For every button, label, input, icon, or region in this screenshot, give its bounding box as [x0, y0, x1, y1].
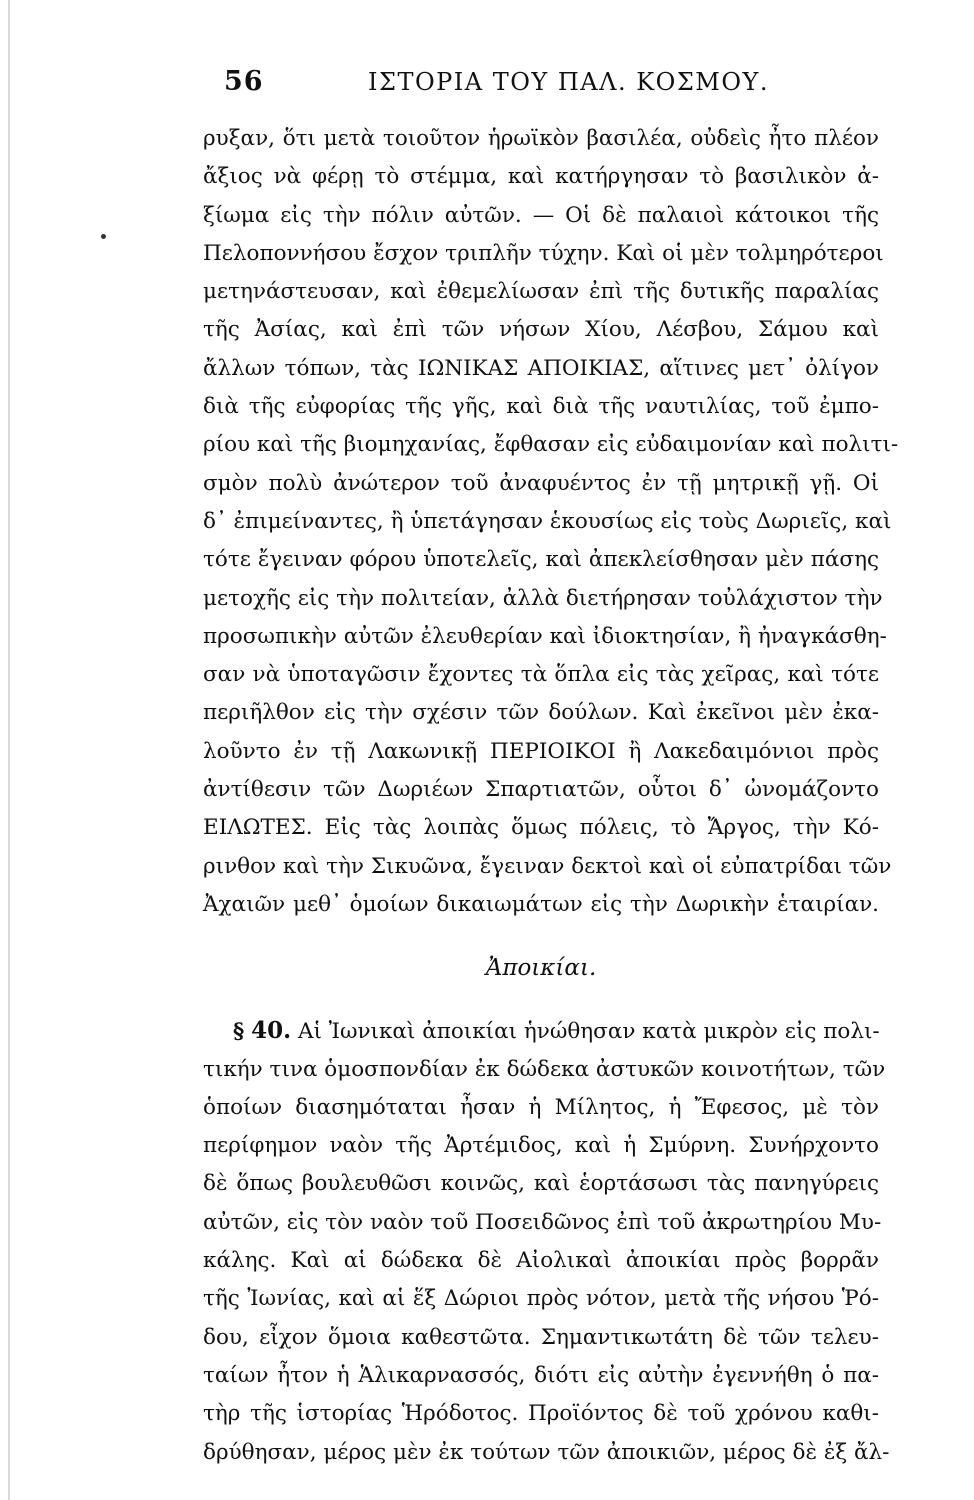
text-line: κάλης. Καὶ αἱ δώδεκα δὲ Αἰολικαὶ ἀποικίαι πρὸς βορρᾶν [203, 1248, 879, 1274]
section-sign: § [233, 1019, 245, 1045]
page-header [224, 66, 914, 110]
text-line: δ᾽ ἐπιμείναντες, ἢ ὑπετάγησαν ἑκουσίως εἰς τοὺς Δωριεῖς, καὶ [203, 508, 892, 534]
text-line: δου, εἶχον ὅμοια καθεστῶτα. Σημαντικωτάτη δὲ τῶν τελευ- [203, 1324, 879, 1350]
body-text [203, 120, 899, 1472]
text-line: ΕΙΛΩΤΕΣ. Εἰς τὰς λοιπὰς ὅμως πόλεις, τὸ Ἄργος, τὴν Κό- [203, 815, 879, 841]
text-line: αὐτῶν, εἰς τὸν ναὸν τοῦ Ποσειδῶνος ἐπὶ τοῦ ἀκρωτηρίου Μυ- [203, 1209, 882, 1235]
text-line: ρινθον καὶ τὴν Σικυῶνα, ἔγειναν δεκτοὶ καὶ οἱ εὐπατρίδαι τῶν [203, 853, 892, 879]
text-line: τὴρ τῆς ἱστορίας Ἡρόδοτος. Προϊόντος δὲ τοῦ χρόνου καθι- [203, 1401, 879, 1427]
paragraph-1 [203, 120, 899, 924]
text-line: μετοχῆς εἰς τὴν πολιτείαν, ἀλλὰ διετήρησαν τοὐλάχιστον τὴν [203, 585, 883, 611]
text-line: Πελοποννήσου ἔσχον τριπλῆν τύχην. Καὶ οἱ μὲν τολμηρότεροι [203, 240, 884, 266]
text-line: Ἀχαιῶν μεθ᾽ ὁμοίων δικαιωμάτων εἰς τὴν Δωρικὴν ἑταιρίαν. [203, 891, 879, 917]
text-line: δρύθησαν, μέρος μὲν ἐκ τούτων τῶν ἀποικιῶν, μέρος δὲ ἐξ ἄλ- [203, 1439, 890, 1465]
text-line: ρυξαν, ὅτι μετὰ τοιοῦτον ἡρωϊκὸν βασιλέα, οὐδεὶς ἦτο πλέον [203, 126, 879, 151]
paragraph-2 [203, 1012, 890, 1472]
text-line: τότε ἔγειναν φόρου ὑποτελεῖς, καὶ ἀπεκλείσθησαν μὲν πάσης [203, 547, 879, 573]
ink-speck [101, 234, 106, 239]
section-number: 40. [251, 1017, 292, 1045]
text-line: περίφημον ναὸν τῆς Ἀρτέμιδος, καὶ ἡ Σμύρνη. Συνήρχοντο [203, 1133, 879, 1159]
text-line: δὲ ὅπως βουλευθῶσι κοινῶς, καὶ ἑορτάσωσι τὰς πανηγύρεις [203, 1171, 879, 1197]
text-line: σαν νὰ ὑποταγῶσιν ἔχοντες τὰ ὅπλα εἰς τὰς χεῖρας, καὶ τότε [203, 662, 879, 688]
section-first-line-text: Αἱ Ἰωνικαὶ ἀποικίαι ἡνώθησαν κατὰ μικρὸν εἰς πολι- [297, 1019, 880, 1045]
text-line: ἄξιος νὰ φέρῃ τὸ στέμμα, καὶ κατήργησαν τὸ βασιλικὸν ἀ- [203, 164, 879, 190]
text-line: λοῦντο ἐν τῇ Λακωνικῇ ΠΕΡΙΟΙΚΟΙ ἢ Λακεδαιμόνιοι πρὸς [203, 738, 879, 764]
text-line: προσωπικὴν αὐτῶν ἐλευθερίαν καὶ ἰδιοκτησίαν, ἢ ἠναγκάσθη- [203, 623, 887, 649]
text-line: διὰ τῆς εὐφορίας τῆς γῆς, καὶ διὰ τῆς ναυτιλίας, τοῦ ἐμπο- [203, 394, 879, 420]
text-line: ἀντίθεσιν τῶν Δωριέων Σπαρτιατῶν, οὗτοι δ᾽ ὠνομάζοντο [203, 777, 879, 803]
running-title: ΙΣΤΟΡΙΑ ΤΟΥ ΠΑΛ. ΚΟΣΜΟΥ. [368, 68, 770, 96]
text-line: ἄλλων τόπων, τὰς ΙΩΝΙΚΑΣ ΑΠΟΙΚΙΑΣ, αἵτινες μετ᾽ ὀλίγον [203, 355, 879, 381]
section-first-line [203, 1012, 879, 1050]
text-line: σμὸν πολὺ ἀνώτερον τοῦ ἀναφυέντος ἐν τῇ μητρικῇ γῇ. Οἱ [203, 470, 879, 496]
text-line: ρίου καὶ τῆς βιομηχανίας, ἔφθασαν εἰς εὐδαιμονίαν καὶ πολιτι- [203, 432, 899, 458]
text-line: περιῆλθον εἰς τὴν σχέσιν τῶν δούλων. Καὶ ἐκεῖνοι μὲν ἐκα- [203, 700, 879, 726]
page-number: 56 [224, 66, 264, 97]
text-line: τῆς Ἀσίας, καὶ ἐπὶ τῶν νήσων Χίου, Λέσβου, Σάμου καὶ [203, 317, 879, 343]
text-line: τικήν τινα ὁμοσπονδίαν ἐκ δώδεκα ἀστυκῶν κοινοτήτων, τῶν [203, 1056, 886, 1082]
text-line: ταίων ἦτον ἡ Ἁλικαρνασσός, διότι εἰς αὐτὴν ἐγεννήθη ὁ πα- [203, 1362, 879, 1388]
text-line: μετηνάστευσαν, καὶ ἐθεμελίωσαν ἐπὶ τῆς δυτικῆς παραλίας [203, 279, 879, 305]
section-heading: Ἀποικίαι. [485, 955, 597, 982]
text-line: ξίωμα εἰς τὴν πόλιν αὐτῶν. — Οἱ δὲ παλαιοὶ κάτοικοι τῆς [203, 202, 879, 228]
page-edge-shadow [8, 0, 10, 1500]
text-line: τῆς Ἰωνίας, καὶ αἱ ἕξ Δώριοι πρὸς νότον, μετὰ τῆς νήσου Ῥό- [203, 1286, 879, 1312]
text-line: ὁποίων διασημόταται ἦσαν ἡ Μίλητος, ἡ Ἔφεσος, μὲ τὸν [203, 1094, 879, 1120]
